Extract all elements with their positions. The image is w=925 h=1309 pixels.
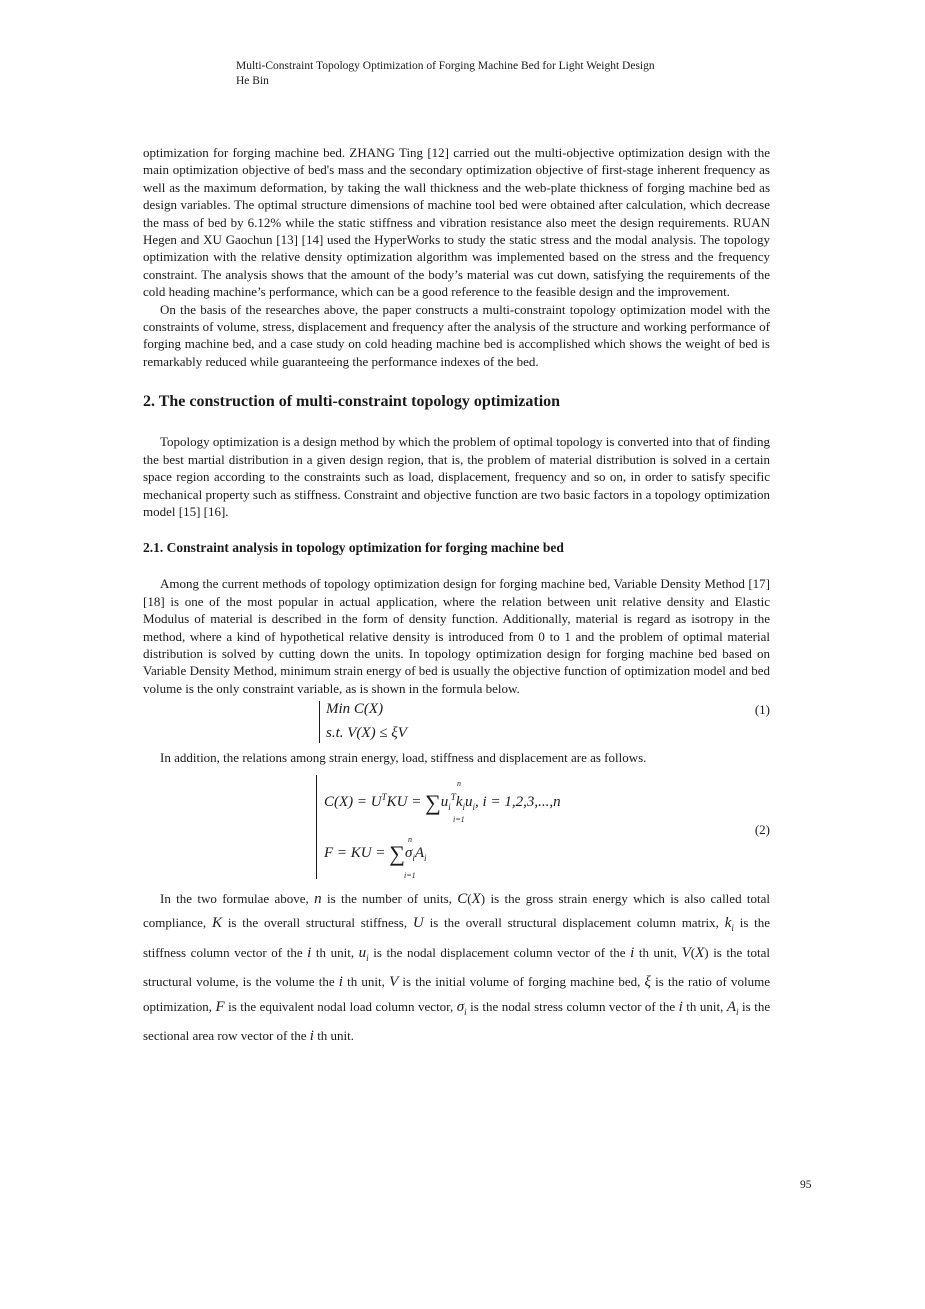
eq2-transpose: T: [381, 791, 387, 802]
def-ui-th: th unit,: [638, 944, 678, 960]
equation-2-number: (2): [754, 821, 770, 837]
eq2-compliance-lhs: C(X) = U: [324, 793, 382, 810]
eq2-compliance-range: , i = 1,2,3,...,n: [475, 793, 561, 810]
eq2-load-lhs: F = KU =: [324, 844, 390, 861]
sum-symbol-1: ∑: [425, 789, 441, 815]
equation-2-line-1: $C(X) = U^TKU = \sum u_i^Tk_iu_i$, i = 1,2,3,...,n: [324, 789, 561, 815]
equation-2-line-2: F = KU = $\sum\sigma_iA_i$: [324, 840, 427, 866]
def-vx-th: th unit,: [347, 974, 385, 990]
def-f: is the equivalent nodal load column vector,: [228, 998, 454, 1014]
sum-1-lower: i=1: [453, 814, 465, 824]
def-intro: In the two formulae above,: [160, 890, 309, 906]
page-number: 95: [800, 1179, 812, 1191]
eq2-compliance-u: u: [440, 793, 449, 810]
paragraph-continuation: optimization for forging machine bed. ZHANG Ting [12] carried out the multi-objective optimization design with the main optimization objective of bed's mass and the secondary optimization objective of first-stage inherent frequency as well as the maximum deformation, by taking the wall thickness and the web-plate thickness of forging machine bed as design variables. The optimal structure dimensions of machine tool bed were obtained after calculation, which decrease the mass of bed by 6.12% while the static stiffness and vibration resistance also meet the design requirements. RUAN Hegen and XU Gaochun [13] [14] used the HyperWorks to study the static stress and the modal analysis. The topology optimization with the relative density optimization algorithm was implemented based on the stress and the frequency constraint. The analysis shows that the amount of the body’s material was cut down, satisfying the requirements of the cold heading machine’s performance, which can be a good reference to the feasible design and the improvement.: [143, 145, 770, 300]
def-u: is the overall structural displacement column matrix,: [429, 915, 719, 931]
def-cx: is the gross strain energy which is also called total compliance,: [143, 890, 771, 931]
def-ai: is the sectional area row vector of the: [143, 998, 771, 1044]
def-sigma-th: th unit,: [686, 998, 724, 1014]
header-title: Multi-Constraint Topology Optimization of Forging Machine Bed for Light Weight Design: [236, 60, 655, 72]
sum-symbol-2: ∑: [389, 840, 405, 866]
equation-2-brace: [316, 775, 317, 879]
running-header: [236, 59, 655, 89]
def-ui: is the nodal displacement column vector of the: [373, 944, 626, 960]
def-k: is the overall structural stiffness,: [227, 915, 408, 931]
def-xi: is the ratio of volume optimization,: [143, 974, 771, 1014]
paragraph-definitions: In the two formulae above, n is the number of units, C(X) is the gross strain energy which is also called total compliance, K is the overall structural stiffness, U is the overall structural displacement column matrix, $k_i$ is the stiffness column vector of the i th unit, $u_i$ is the nodal displacement column vector of the i th unit, V(X) is the total structural volume, is the volume the i th unit, V is the initial volume of forging machine bed, ξ is the ratio of volume optimization, F is the equivalent nodal load column vector, $\sigma_i$ is the nodal stress column vector of the i th unit, $A_i$ is the sectional area row vector of the i th unit.: [143, 890, 771, 1045]
sum-2-upper: n: [408, 834, 412, 844]
paragraph-topology-intro: Topology optimization is a design method by which the problem of optimal topology is converted into that of finding the best martial distribution in a given design region, that is, the problem of material distribution is solved in a certain space region according to the constraints such as load, displacement, frequency and so on, in order to satisfy specific mechanical property such as stiffness. Constraint and objective function are two basic factors in a topology optimization model [15] [16].: [143, 434, 770, 519]
subsection-heading: 2.1. Constraint analysis in topology optimization for forging machine bed: [143, 540, 564, 556]
equation-1: [143, 699, 770, 747]
def-n: is the number of units,: [326, 890, 452, 906]
sum-1-upper: n: [457, 778, 461, 788]
sum-2-lower: i=1: [404, 870, 416, 880]
paragraph-summary: On the basis of the researches above, the paper constructs a multi-constraint topology optimization model with the constraints of volume, stress, displacement and frequency after the analysis of the structure and working performance of forging machine bed, and a case study on cold heading machine bed is accomplished which shows the weight of bed is remarkably reduced while guaranteeing the performance indexes of the bed.: [143, 301, 770, 369]
equation-1-number: (1): [754, 702, 770, 718]
page-body: [143, 144, 770, 1049]
def-sigma: is the nodal stress column vector of the: [470, 998, 676, 1014]
equation-1-line-1: Min C(X): [326, 701, 384, 718]
def-vx: is the total structural volume, is the volume the: [143, 944, 770, 990]
def-ai-th: th unit.: [317, 1028, 355, 1044]
header-author: He Bin: [236, 75, 269, 87]
def-ki: is the stiffness column vector of the: [143, 915, 771, 960]
eq2-load-sigma: σ: [404, 844, 413, 861]
paragraph-relations: In addition, the relations among strain energy, load, stiffness and displacement are as follows.: [160, 750, 647, 766]
equation-1-brace: [319, 701, 320, 743]
equation-2: [143, 771, 770, 883]
def-ki-th: th unit,: [315, 944, 355, 960]
eq2-compliance-mid: KU =: [386, 793, 426, 810]
def-v: is the initial volume of forging machine bed,: [402, 974, 641, 990]
section-heading: 2. The construction of multi-constraint topology optimization: [143, 393, 561, 411]
equation-1-line-2: s.t. V(X) ≤ ξV: [326, 725, 407, 742]
paragraph-variable-density: Among the current methods of topology optimization design for forging machine bed, Variable Density Method [17] [18] is one of the most popular in actual application, where the relation between unit relative density and Elastic Modulus of material is described in the form of density function. Additionally, material is regard as isotropy in the method, where a kind of hypothetical relative density is introduced from 0 to 1 and the problem of optimal material distribution is solved by cutting down the units. In topology optimization design for forging machine bed based on Variable Density Method, minimum strain energy of bed is usually the objective function of optimization model and bed volume is the only constraint variable, as is shown in the formula below.: [143, 576, 770, 696]
